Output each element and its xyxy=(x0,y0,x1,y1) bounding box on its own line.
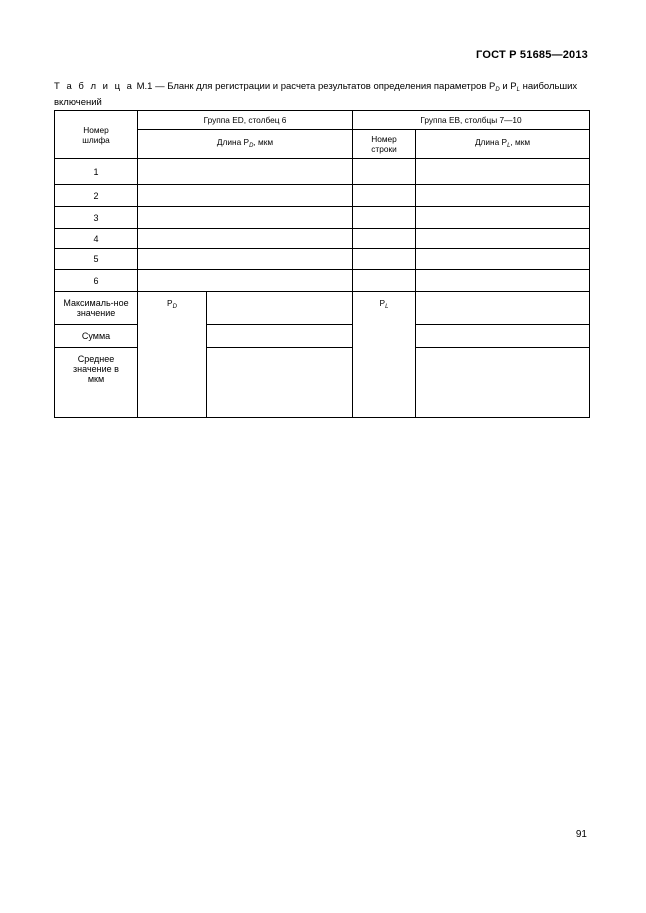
caption-sub-d: D xyxy=(495,87,500,93)
caption-and: и Р xyxy=(499,81,517,92)
table-caption xyxy=(54,81,594,108)
header-sample-number: Номер шлифа xyxy=(55,111,138,159)
row-index-cell[interactable] xyxy=(353,185,416,207)
header-group-eb: Группа EB, столбцы 7—10 xyxy=(353,111,590,130)
pl-cell[interactable] xyxy=(416,229,590,249)
row-number-cell: 1 xyxy=(55,159,138,185)
pd-cell[interactable] xyxy=(138,185,353,207)
caption-number: М.1 xyxy=(136,81,153,92)
caption-text-a: — Бланк для регистрации и расчета результатов определения параметров Р xyxy=(152,81,496,92)
row-index-cell[interactable] xyxy=(353,207,416,229)
pd-label-cell: $Р_D$ xyxy=(138,292,207,418)
sum-label: Сумма xyxy=(55,325,138,348)
row-number-cell: 4 xyxy=(55,229,138,249)
pl-label-cell: $Р_L$ xyxy=(353,292,416,418)
pl-cell[interactable] xyxy=(416,159,590,185)
pd-cell[interactable] xyxy=(138,207,353,229)
mean-label: Среднее значение в мкм xyxy=(55,348,138,418)
pl-cell[interactable] xyxy=(416,249,590,270)
max-value-label: Максималь-ное значение xyxy=(55,292,138,325)
row-index-cell[interactable] xyxy=(353,249,416,270)
header-length-pl: Длина $Р_L$, мкм xyxy=(416,130,590,159)
standard-code: ГОСТ Р 51685—2013 xyxy=(476,49,588,61)
caption-text-b: наибольших включений xyxy=(54,81,578,108)
header-length-pd: Длина $Р_D$, мкм xyxy=(138,130,353,159)
pl-max-cell[interactable] xyxy=(416,292,590,325)
pl-cell[interactable] xyxy=(416,185,590,207)
registration-table xyxy=(54,110,590,418)
row-index-cell[interactable] xyxy=(353,159,416,185)
row-number-cell: 3 xyxy=(55,207,138,229)
pd-sum-cell[interactable] xyxy=(207,325,353,348)
row-number-cell: 6 xyxy=(55,270,138,292)
header-group-ed: Группа ED, столбец 6 xyxy=(138,111,353,130)
row-number-cell: 5 xyxy=(55,249,138,270)
page-number: 91 xyxy=(575,829,587,840)
pl-mean-cell[interactable] xyxy=(416,348,590,418)
pl-cell[interactable] xyxy=(416,207,590,229)
caption-sub-l: L xyxy=(516,87,520,93)
row-index-cell[interactable] xyxy=(353,270,416,292)
caption-prefix: Т а б л и ц а xyxy=(54,81,134,92)
row-number-cell: 2 xyxy=(55,185,138,207)
pd-mean-cell[interactable] xyxy=(207,348,353,418)
pd-cell[interactable] xyxy=(138,249,353,270)
pd-cell[interactable] xyxy=(138,229,353,249)
pl-cell[interactable] xyxy=(416,270,590,292)
row-index-cell[interactable] xyxy=(353,229,416,249)
pl-sum-cell[interactable] xyxy=(416,325,590,348)
pd-cell[interactable] xyxy=(138,270,353,292)
pd-max-cell[interactable] xyxy=(207,292,353,325)
header-row-number: Номер строки xyxy=(353,130,416,159)
pd-cell[interactable] xyxy=(138,159,353,185)
